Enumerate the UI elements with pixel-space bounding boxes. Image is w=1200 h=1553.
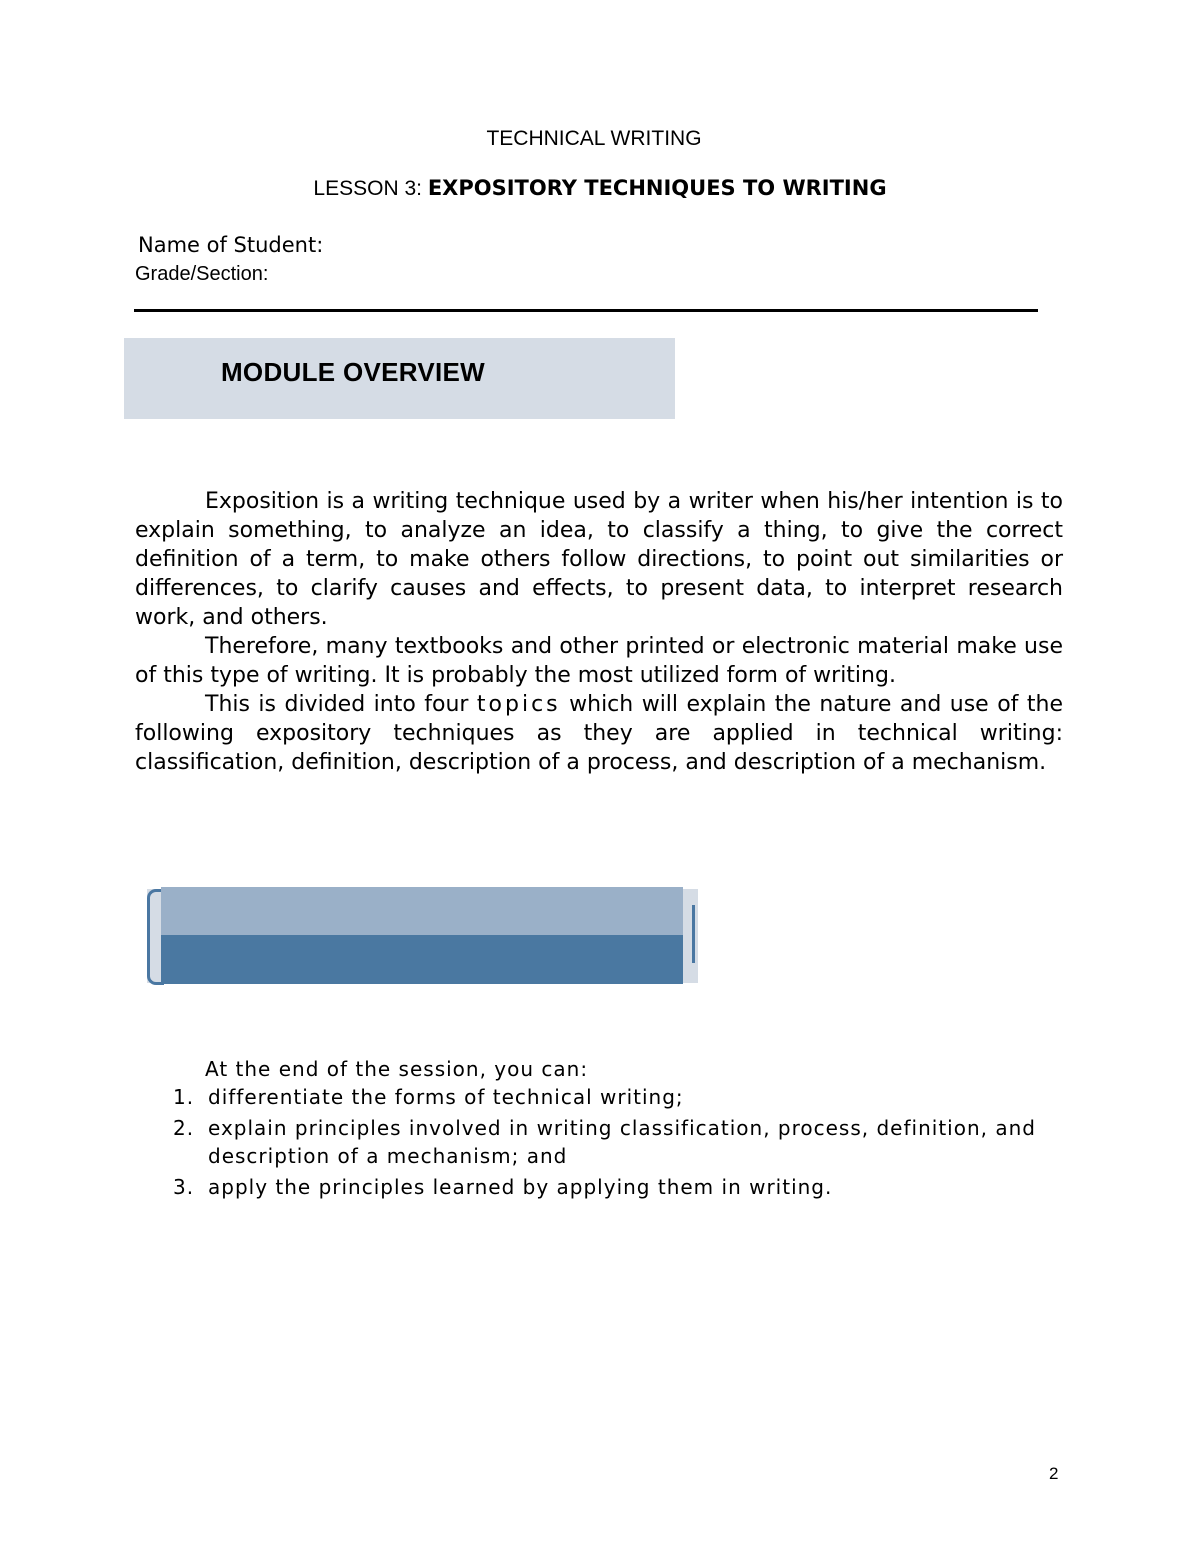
paragraph-3-end: which will explain the nature and use of the following expository techniques as they are applied in technical writing: classification, definition, description of a process, and description of a mechanism. bbox=[135, 692, 1063, 775]
student-name-label: Name of Student: bbox=[138, 233, 324, 257]
overview-paragraph-3 bbox=[135, 690, 1063, 777]
list-item bbox=[173, 1114, 1073, 1170]
overview-paragraph-2: Therefore, many textbooks and other printed or electronic material make use of this type of writing. It is probably the most utilized form of writing. bbox=[135, 634, 1063, 688]
overview-paragraph-1: Exposition is a writing technique used by a writer when his/her intention is to explain something, to analyze an idea, to classify a thing, to give the correct definition of a term, to make others follow directions, to point out similarities or differences, to clarify causes and effects, to present data, to interpret research work, and others. bbox=[135, 489, 1063, 630]
list-item-text: apply the principles learned by applying them in writing. bbox=[208, 1175, 833, 1199]
overview-body bbox=[135, 487, 1063, 777]
header-divider bbox=[134, 309, 1038, 312]
list-item bbox=[173, 1173, 1073, 1201]
learning-objectives bbox=[173, 1055, 1073, 1201]
lesson-number: LESSON 3: bbox=[313, 177, 428, 200]
document-title: TECHNICAL WRITING bbox=[486, 127, 702, 150]
paragraph-3-topics-word: topics bbox=[476, 692, 561, 717]
banner-top-band bbox=[161, 887, 683, 935]
list-item-text: differentiate the forms of technical writing; bbox=[208, 1085, 684, 1109]
banner-right-bracket bbox=[692, 905, 695, 963]
lesson-topic: EXPOSITORY TECHNIQUES TO WRITING bbox=[427, 176, 887, 200]
banner-bottom-band bbox=[161, 935, 683, 984]
list-item-number: 1. bbox=[173, 1085, 195, 1109]
page-number: 2 bbox=[1049, 1464, 1059, 1483]
section-banner bbox=[147, 887, 698, 984]
list-item-text: explain principles involved in writing classification, process, definition, and description of a mechanism; and bbox=[208, 1116, 1036, 1168]
objectives-list bbox=[173, 1083, 1073, 1201]
list-item-number: 3. bbox=[173, 1175, 195, 1199]
list-item bbox=[173, 1083, 1073, 1111]
grade-section-label: Grade/Section: bbox=[135, 263, 269, 285]
list-item-number: 2. bbox=[173, 1116, 195, 1140]
module-overview-heading: MODULE OVERVIEW bbox=[220, 357, 486, 387]
paragraph-3-start: This is divided into four bbox=[205, 692, 477, 717]
lesson-heading bbox=[0, 176, 1200, 201]
objectives-intro: At the end of the session, you can: bbox=[205, 1057, 589, 1081]
